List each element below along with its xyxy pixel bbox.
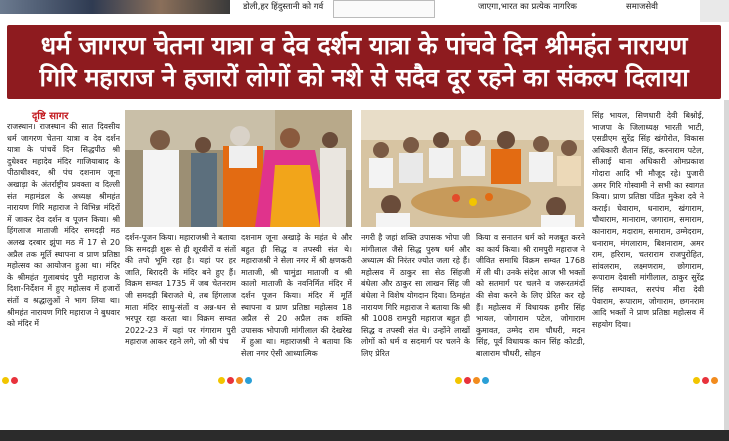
article-paragraph: नगरी है जहां शक्ति उपासक भोपा जी मांगीलाल जैसे सिद्ध पुरुष धर्म और अध्यात्म की निरंतर ज्योत जला रहे हैं। महोत्सव में ठाकुर सा सेठ सिंहजी बंधेला और ठाकुर सा लाखन सिंह जी बंधेला ने विशेष योगदान दिया। ठिमहंत नारायण गिरि महाराज ने बताया कि श्री श्री 1008 रामपुरी महाराज बहुत ही सिद्ध व तपस्वी संत थे। उन्होंने लाखों लोगों को धर्म व सदमार्ग पर चलने के लिए प्रेरित (361, 233, 470, 358)
article-column-1 (7, 121, 120, 373)
top-strip-edge (700, 0, 729, 22)
top-strip-text-1: डोली,हर हिंदुस्तानी को गर्व (243, 2, 324, 12)
dot-red (227, 377, 234, 384)
dot-red (702, 377, 709, 384)
article-paragraph: दशनाम जूना अखाड़े के महंत थे और बहुत ही सिद्ध व तपस्वी संत थे। महाराजश्री ने सेला नगर में श्री क्षणकरी माताजी, श्री चामुंडा माताजी व श्री कालो माताजी के नवनिर्मित मंदिर में दर्शन पूजन किया। मंदिर में मूर्ति स्थापना व प्राण प्रतिष्ठा महोत्सव 18 अप्रैल से 20 अप्रैल तक शक्ति उपासक भोपाजी मांगीलाल की देखरेख में हुआ था। महाराजश्री ने बताया कि सेला नगर ऐसी आध्यात्मिक (241, 233, 352, 358)
top-strip-text-2: जाएगा,भारत का प्रत्येक नागरिक (478, 2, 577, 12)
dot-orange (236, 377, 243, 384)
photo-illustration-1 (125, 110, 352, 227)
article-paragraph: सिंह भायल, सिणधारी देवी बिश्नोई, भाजपा के जिलाध्यक्ष भारती भाटी, एसडीएम सुरेंद्र सिंह खंगोरोत, विकास अधिकारी शैतान सिंह, करनाराम पटेल, सीआई थाना अधिकारी ओमप्रकाश गोदारा आदि भी मौजूद रहे। पुजारी अमर गिरि गोस्वामी ने सभी का स्वागत किया। प्राण प्रतिष्ठा पंडित मुकेश दवे ने कराई। घेवाराम, धनाराम, खंगाराम, चौथाराम, मानाराम, जगाराम, समाराम, कानाराम, मदाराम, समाराम, उम्मेदराम, धनाराम, मंगलाराम, बिशनाराम, अमर राम, हरिराम, चतराराम राजपुरोहित, सांवलराम, लक्ष्मणराम, छोगाराम, रूपाराम देवासी मांगीलाल, ठाकुर सुरेंद्र सिंह सम्पावत, सरपंच मीरा देवी पेवाराम, रूपाराम, जोगाराम, छगनराम आदि भक्तों ने प्राण प्रतिष्ठा महोत्सव में सहयोग दिया। (592, 111, 704, 329)
headline-banner (7, 25, 721, 99)
article-paragraph: किया व सनातन धर्म को मजबूत करने का कार्य किया। श्री रामपुरी महाराज ने जीवित समाधि विक्रम सम्वत 1768 में ली थी। उनके संदेश आज भी भक्तों को सतमार्ग पर चलने व जरूरतमंदों की सेवा करने के लिए प्रेरित कर रहे हैं। महोत्सव में विधायक हमीर सिंह भायल, जोगाराम पटेल, जोगाराम कुमावत, उम्मेद राम चौधरी, मदन सिंह, पूर्व विधायक कान सिंह कोटडी, बालाराम चौधरी, सोहन (476, 233, 585, 358)
top-strip-box (333, 0, 435, 18)
page-edge-shadow (724, 100, 729, 430)
dot-red (11, 377, 18, 384)
photo-illustration-2 (361, 110, 584, 227)
byline: दृष्टि सागर (32, 111, 69, 122)
decorative-dots (218, 377, 254, 386)
article-column-3 (241, 232, 352, 372)
dot-yellow (693, 377, 700, 384)
decorative-dots (2, 377, 20, 386)
article-paragraph: राजस्थान। राजस्थान की सात दिवसीय धर्म जागरण चेतना यात्रा व देव दर्शन यात्रा के पांचवें दिन सिद्धपीठ श्री दुधेश्वर महादेव मंदिर गाजियाबाद के पीठाधीश्वर, श्री पंच दशनाम जूना अखाड़ा के अंतर्राष्ट्रीय प्रवक्ता व दिल्ली संत महामंडल के अध्यक्ष श्रीमहंत नारायण गिरि महाराज ने विभिन्न मंदिरों में जाकर देव दर्शन व पूजन किया। श्री हिंगलाज माताजी मंदिर समदड़ी मठ अलख दरबार झुंपा मठ में 17 से 20 अप्रैल तक मूर्ति स्थापना व प्राण प्रतिष्ठा महोत्सव का आयोजन हुआ था। मंदिर के श्रीमहंत गुलाबचंद पुरी महाराज के दिशा-निर्देशन में हुए महोत्सव में हजारों संतों व श्रद्धालुओं ने भाग लिया था। श्रीमहंत नारायण गिरि महाराज ने बुधवार को मंदिर में (7, 122, 120, 329)
top-strip-text-3: समाजसेवी (626, 2, 659, 12)
article-paragraph: दर्शन-पूजन किया। महाराजश्री ने बताया कि समदड़ी शुरू से ही शूरवीरों व संतों की तपो भूमि रहा है। यहां पर हर जाति, बिरादरी के मंदिर बने हुए हैं। विक्रम सम्वत 1735 में जब चेतनराम जी समदड़ी बिराजते थे, तब हिंगलाज माता मंदिर साधु-संतों व अन्न-धन से भरपूर रहा करता था। विक्रम सम्वत 2022-23 में यहां पर गंगाराम पुरी महाराज आकर रहने लगे, जो श्री पंच (125, 233, 236, 347)
dot-orange (473, 377, 480, 384)
previous-article-strip (0, 0, 729, 22)
decorative-dots (693, 377, 720, 386)
headline-line-1: धर्म जागरण चेतना यात्रा व देव दर्शन यात्रा के पांचवे दिन श्रीमहंत नारायण (40, 31, 688, 60)
article-column-6 (592, 110, 704, 373)
dot-blue (245, 377, 252, 384)
news-photo-saints-temple (125, 110, 352, 227)
top-strip-photo (0, 0, 230, 14)
article-column-4 (361, 232, 470, 372)
dot-red (464, 377, 471, 384)
dot-blue (482, 377, 489, 384)
dot-orange (711, 377, 718, 384)
dot-yellow (2, 377, 9, 384)
dot-yellow (218, 377, 225, 384)
decorative-dots (455, 377, 491, 386)
bottom-bar (0, 430, 729, 441)
article-column-5 (476, 232, 585, 372)
dot-yellow (455, 377, 462, 384)
article-column-2 (125, 232, 236, 372)
headline-line-2: गिरि महाराज ने हजारों लोगों को नशे से सदैव दूर रहने का संकल्प दिलाया (39, 63, 689, 92)
news-photo-ritual-gathering (361, 110, 584, 227)
